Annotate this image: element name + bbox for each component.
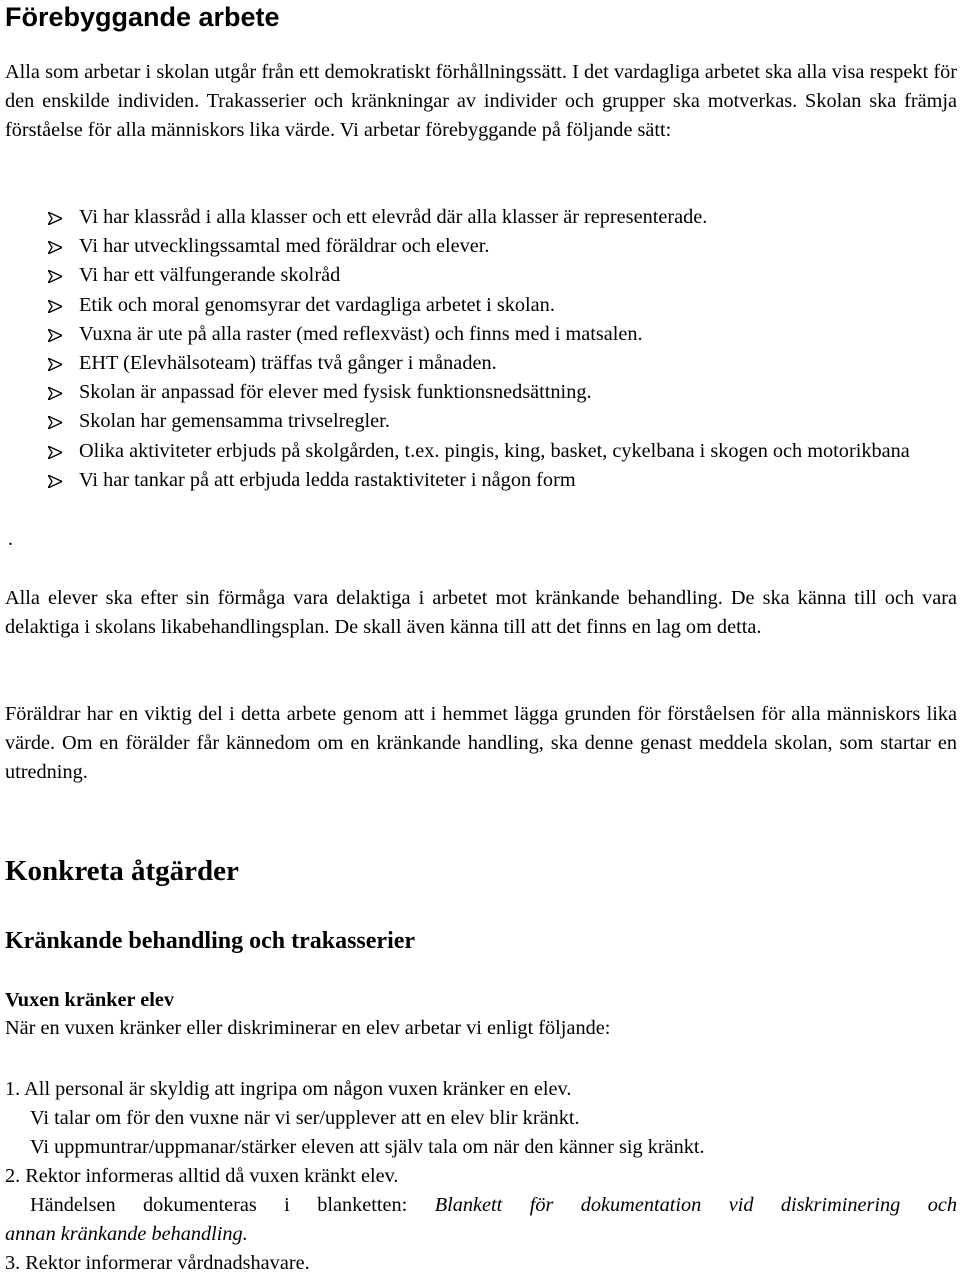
arrow-bullet-icon: [48, 358, 62, 371]
list-item: Vi har utvecklingssamtal med föräldrar och elever.: [5, 232, 957, 261]
arrow-bullet-icon: [48, 387, 62, 400]
list-item: Olika aktiviteter erbjuds på skolgården, t.ex. pingis, king, basket, cykelbana i skogen och motorikbana: [5, 437, 957, 466]
list-item: Skolan är anpassad för elever med fysisk funktionsnedsättning.: [5, 378, 957, 407]
arrow-bullet-icon: [48, 446, 62, 459]
page-title: Förebyggande arbete: [5, 2, 280, 32]
arrow-bullet-icon: [48, 329, 62, 342]
measures-list: [5, 203, 957, 495]
step-2-detail-cont: annan kränkande behandling.: [5, 1223, 248, 1245]
step-3: 3. Rektor informerar vårdnadshavare.: [5, 1252, 310, 1274]
section-title: Konkreta åtgärder: [5, 855, 239, 887]
step-2-detail: Händelsen dokumenteras i blanketten: Blankett för dokumentation vid diskriminering och: [30, 1194, 957, 1216]
list-item: Vi har klassråd i alla klasser och ett elevråd där alla klasser är representerade.: [5, 203, 957, 232]
list-item: Skolan har gemensamma trivselregler.: [5, 407, 957, 436]
step-1-detail-a: Vi talar om för den vuxne när vi ser/upplever att en elev blir kränkt.: [30, 1107, 580, 1129]
arrow-bullet-icon: [48, 270, 62, 283]
arrow-bullet-icon: [48, 241, 62, 254]
form-name: Blankett för dokumentation vid diskriminering och: [434, 1194, 957, 1216]
step-2: 2. Rektor informeras alltid då vuxen kränkt elev.: [5, 1165, 399, 1187]
step-1-detail-b: Vi uppmuntrar/uppmanar/stärker eleven att själv tala om när den känner sig kränkt.: [30, 1136, 705, 1158]
parents-paragraph: Föräldrar har en viktig del i detta arbete genom att i hemmet lägga grunden för förståelsen för alla människors lika värde. Om en förälder får kännedom om en kränkande handling, ska denne genast meddela skolan, som startar en utredning.: [5, 703, 957, 784]
list-item: Etik och moral genomsyrar det vardagliga arbetet i skolan.: [5, 291, 957, 320]
step-1: 1. All personal är skyldig att ingripa om någon vuxen kränker en elev.: [5, 1078, 572, 1100]
arrow-bullet-icon: [48, 416, 62, 429]
list-item: EHT (Elevhälsoteam) träffas två gånger i månaden.: [5, 349, 957, 378]
case-title: Vuxen kränker elev: [5, 989, 175, 1011]
stray-period: .: [8, 528, 13, 550]
pupils-paragraph: Alla elever ska efter sin förmåga vara delaktiga i arbetet mot kränkande behandling. De ska känna till och vara delaktiga i skolans likabehandlingsplan. De skall även känna till att det finns en lag om detta.: [5, 587, 957, 639]
subsection-title: Kränkande behandling och trakasserier: [5, 928, 416, 954]
intro-paragraph: Alla som arbetar i skolan utgår från ett demokratiskt förhållningssätt. I det vardagliga arbetet ska alla visa respekt för den enskilde individen. Trakasserier och kränkningar av individer och grupper ska motverkas. Skolan ska främja förståelse för alla människors lika värde. Vi arbetar förebyggande på följande sätt:: [5, 61, 957, 142]
list-item: Vi har ett välfungerande skolråd: [5, 261, 957, 290]
case-intro: När en vuxen kränker eller diskriminerar en elev arbetar vi enligt följande:: [5, 1017, 611, 1039]
list-item: Vuxna är ute på alla raster (med reflexväst) och finns med i matsalen.: [5, 320, 957, 349]
arrow-bullet-icon: [48, 475, 62, 488]
arrow-bullet-icon: [48, 300, 62, 313]
arrow-bullet-icon: [48, 212, 62, 225]
list-item: Vi har tankar på att erbjuda ledda rastaktiviteter i någon form: [5, 466, 957, 495]
